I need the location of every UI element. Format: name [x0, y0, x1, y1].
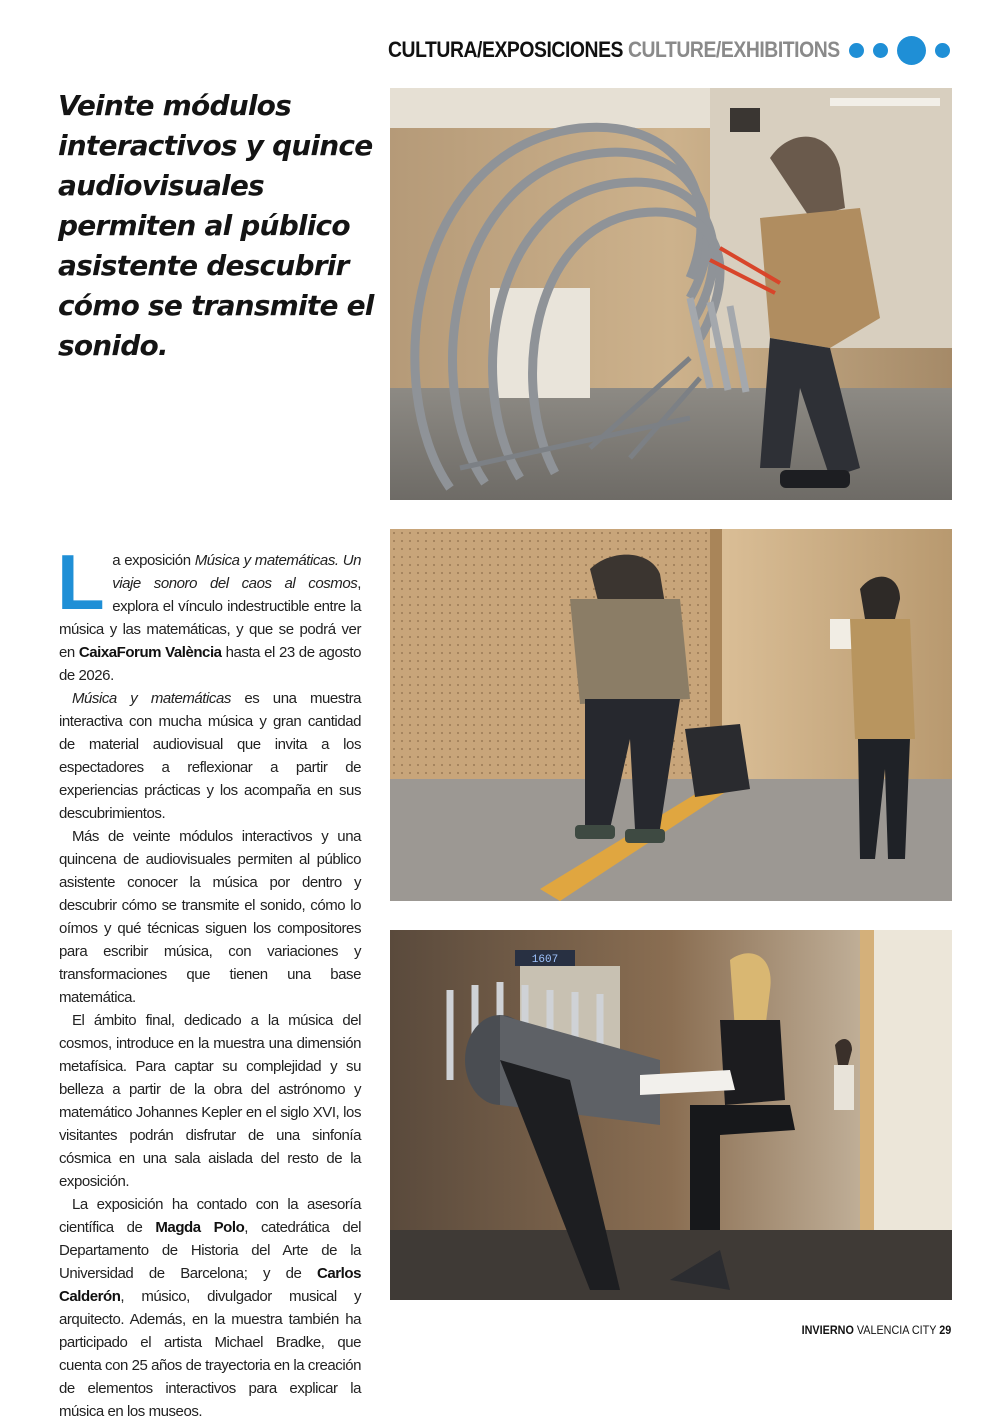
p1-text-b: , explora el vínculo indestructible entre la música y las matemáticas, y que se podrá ver en [59, 575, 361, 661]
photo-cylinder-instrument [390, 930, 952, 1300]
article-paragraph-1 [57, 538, 361, 687]
page-footer [801, 1323, 951, 1337]
exhibition-title: Música y matemáticas. Un viaje sonoro del caos al cosmos [112, 552, 361, 592]
drop-cap: L [57, 538, 105, 626]
article-paragraph-2 [59, 687, 361, 825]
section-title [388, 37, 840, 63]
p1-text-a: a exposición [112, 552, 195, 569]
advisor-name-1: Magda Polo [155, 1219, 245, 1236]
advisor-name-2: Carlos Calderón [59, 1265, 361, 1305]
exhibition-title-short: Música y matemáticas [72, 690, 231, 707]
venue-name: CaixaForum València [78, 644, 222, 661]
p5-text-a: La exposición ha contado con la asesoría científica de [59, 1196, 361, 1236]
page-number: 29 [938, 1323, 951, 1337]
dot-icon [849, 43, 864, 58]
p1-text-c: hasta el 23 de agosto de 2026. [59, 644, 361, 684]
photo-cylinder-instrument-image [390, 930, 952, 1300]
dot-icon [873, 43, 888, 58]
photo-walking-plank-image [390, 529, 952, 901]
photo-spiral-instrument-image [390, 88, 952, 500]
article-paragraph-5 [59, 1193, 361, 1423]
dot-icon [897, 36, 926, 65]
photo-walking-plank [390, 529, 952, 901]
p2-text: es una muestra interactiva con mucha música y gran cantidad de material audiovisual que invita a los espectadores a reflexionar a partir de experiencias prácticas y los acompaña en sus descubrimientos. [59, 690, 361, 822]
display-counter: 1607 [531, 954, 559, 966]
pull-quote: Veinte módulos interactivos y quince audiovisuales permiten al público asistente descubrir cómo se transmite el sonido. [58, 89, 374, 362]
photo-spiral-instrument [390, 88, 952, 500]
article-body [57, 538, 362, 1423]
footer-season: INVIERNO [801, 1323, 854, 1337]
section-title-es: CULTURA/EXPOSICIONES [388, 37, 624, 62]
article-paragraph-4: El ámbito final, dedicado a la música del cosmos, introduce en la muestra una dimensión metafísica. Para captar su complejidad y su belleza a partir de la obra del astrónomo y matemático Johannes Kepler en el siglo XVI, los visitantes podrán disfrutar de una sinfonía cósmica en una sala aislada del resto de la exposición. [59, 1012, 361, 1190]
decorative-dots [849, 34, 950, 66]
footer-magazine: VALENCIA CITY [856, 1323, 936, 1337]
article-paragraph-3: Más de veinte módulos interactivos y una quincena de audiovisuales permiten al público asistente conocer la música por dentro y descubrir cómo se transmite el sonido, cómo lo oímos y qué técnicas siguen los compositores para escribir música, con variaciones y transformaciones que tienen una base matemática. [59, 828, 361, 1006]
dot-icon [935, 43, 950, 58]
section-title-en: CULTURE/EXHIBITIONS [627, 37, 840, 62]
section-header [388, 34, 958, 66]
p5-text-b: , catedrática del Departamento de Historia del Arte de la Universidad de Barcelona; y de [59, 1219, 362, 1282]
p5-text-c: , músico, divulgador musical y arquitecto. Además, en la muestra también ha participado el artista Michael Bradke, que cuenta con 25 años de trayectoria en la creación de elementos interactivos para explicar la música en los museos. [59, 1288, 361, 1420]
